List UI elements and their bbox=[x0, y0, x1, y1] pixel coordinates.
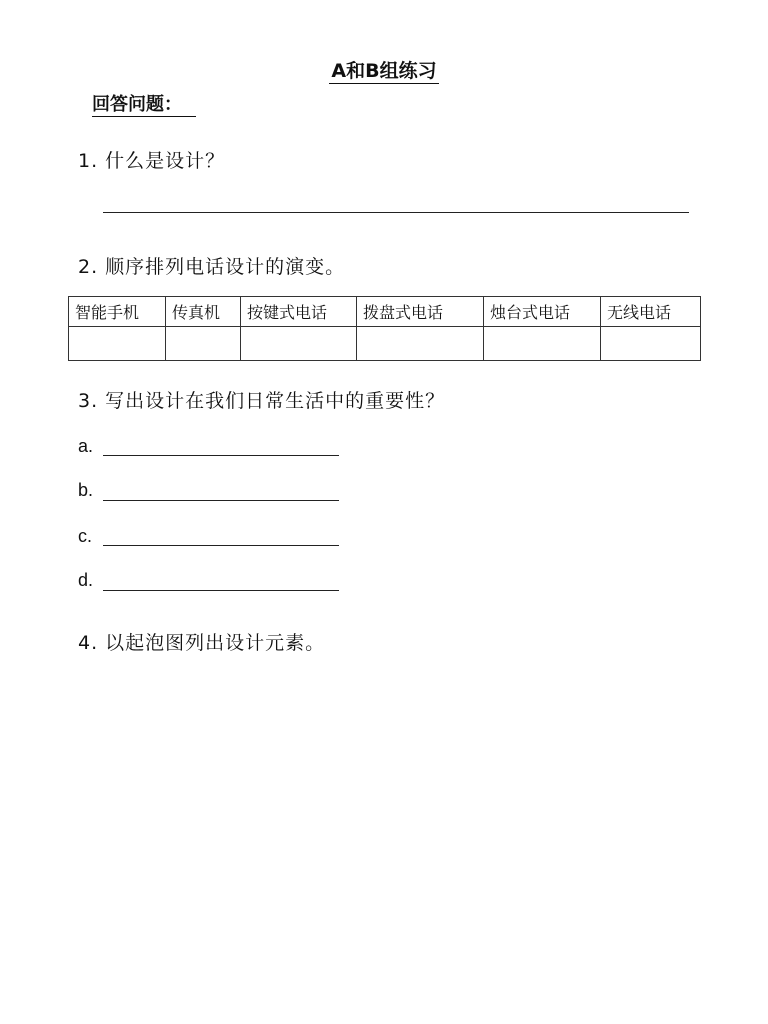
phone-evolution-table bbox=[68, 296, 701, 361]
table-answer-row bbox=[69, 327, 701, 361]
question-2: 2. 顺序排列电话设计的演变。 bbox=[78, 256, 346, 278]
table-answer-cell[interactable] bbox=[484, 327, 601, 361]
table-header-cell: 传真机 bbox=[166, 297, 241, 327]
answer-item-label: d. bbox=[78, 570, 94, 590]
table-answer-cell[interactable] bbox=[601, 327, 701, 361]
table-header-row bbox=[69, 297, 701, 327]
answer-line-a[interactable] bbox=[103, 455, 339, 456]
answer-questions-heading-text: 回答问题： bbox=[92, 94, 196, 117]
answer-item-d bbox=[78, 570, 102, 591]
table-answer-cell[interactable] bbox=[357, 327, 484, 361]
answer-questions-heading bbox=[92, 90, 196, 116]
answer-item-b bbox=[78, 480, 102, 501]
question-3: 3. 写出设计在我们日常生活中的重要性？ bbox=[78, 390, 446, 412]
table-header-cell: 按键式电话 bbox=[241, 297, 357, 327]
answer-item-a bbox=[78, 436, 102, 457]
answer-line-d[interactable] bbox=[103, 590, 339, 591]
answer-item-c bbox=[78, 526, 102, 547]
table-header-cell: 拨盘式电话 bbox=[357, 297, 484, 327]
worksheet-title bbox=[0, 56, 768, 83]
worksheet-title-text: A和B组练习 bbox=[331, 60, 437, 82]
table-header-cell: 智能手机 bbox=[69, 297, 166, 327]
table-answer-cell[interactable] bbox=[241, 327, 357, 361]
question-1: 1. 什么是设计？ bbox=[78, 150, 226, 172]
answer-item-label: a. bbox=[78, 436, 94, 456]
answer-line-c[interactable] bbox=[103, 545, 339, 546]
answer-item-label: c. bbox=[78, 526, 93, 546]
answer-item-label: b. bbox=[78, 480, 94, 500]
table-answer-cell[interactable] bbox=[166, 327, 241, 361]
answer-line-b[interactable] bbox=[103, 500, 339, 501]
table-answer-cell[interactable] bbox=[69, 327, 166, 361]
table-header-cell: 无线电话 bbox=[601, 297, 701, 327]
question-4: 4. 以起泡图列出设计元素。 bbox=[78, 632, 326, 654]
table-header-cell: 烛台式电话 bbox=[484, 297, 601, 327]
question-1-answer-line[interactable] bbox=[103, 212, 689, 213]
